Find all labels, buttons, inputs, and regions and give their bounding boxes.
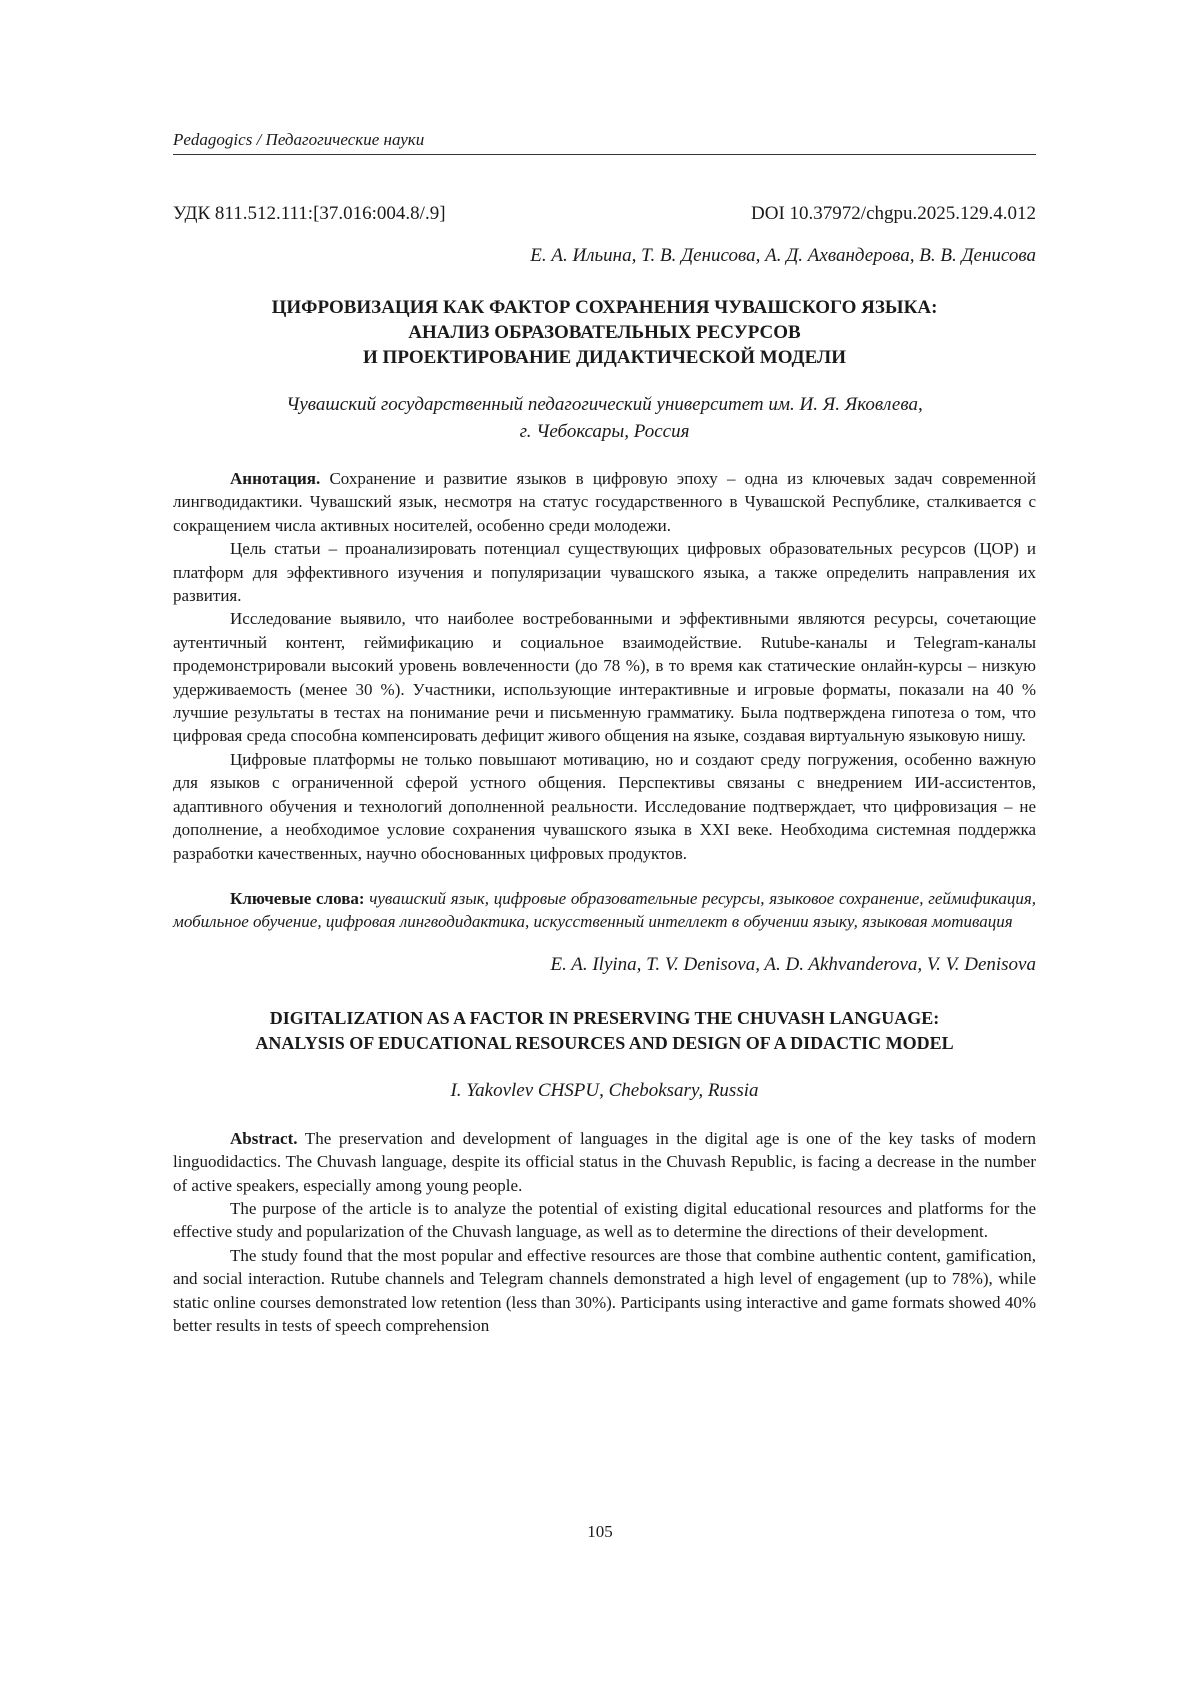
- page: [173, 130, 1036, 1337]
- udk-code: УДК 811.512.111:[37.016:004.8/.9]: [173, 203, 446, 224]
- affiliation-ru: [173, 391, 1036, 445]
- abstract-ru-label: Аннотация.: [230, 469, 321, 488]
- abstract-ru-paragraph: Исследование выявило, что наиболее востребованными и эффективными являются ресурсы, сочетающие аутентичный контент, геймификацию и социальное взаимодействие. Rutube-каналы и Telegram-каналы продемонстрировали высокий уровень вовлеченности (до 78 %), в то время как статические онлайн-курсы – низкую удерживаемость (менее 30 %). Участники, использующие интерактивные и игровые форматы, показали на 40 % лучшие результаты в тестах на понимание речи и письменную грамматику. Была подтверждена гипотеза о том, что цифровая среда способна компенсировать дефицит живого общения на языке, создавая виртуальную языковую нишу.: [173, 609, 1036, 746]
- article-identifiers: [173, 203, 1036, 225]
- abstract-en-paragraph: The purpose of the article is to analyze the potential of existing digital educational resources and platforms for the effective study and popularization of the Chuvash language, as well as to determine the directions of their development.: [173, 1198, 1036, 1242]
- keywords-ru: [173, 887, 1036, 934]
- keywords-text: чувашский язык, цифровые образовательные ресурсы, языковое сохранение, геймификация, мобильное обучение, цифровая лингводидактика, искусственный интеллект в обучении языку, языковая мотивация: [173, 888, 1037, 932]
- authors-ru: Е. А. Ильина, Т. В. Денисова, А. Д. Ахвандерова, В. В. Денисова: [530, 245, 1036, 266]
- title-ru: [173, 295, 1036, 370]
- abstract-en-paragraph: [173, 1127, 1036, 1197]
- title-ru-line: ЦИФРОВИЗАЦИЯ КАК ФАКТОР СОХРАНЕНИЯ ЧУВАШСКОГО ЯЗЫКА:: [271, 297, 938, 318]
- running-head: Pedagogics / Педагогические науки: [173, 130, 1036, 155]
- abstract-en-text: The preservation and development of languages in the digital age is one of the key tasks of modern linguodidactics. The Chuvash language, despite its official status in the Chuvash Republic, is facing a decrease in the number of active speakers, especially among young people.: [173, 1128, 1036, 1195]
- authors-en: E. A. Ilyina, T. V. Denisova, A. D. Akhvanderova, V. V. Denisova: [550, 953, 1036, 975]
- title-ru-line: И ПРОЕКТИРОВАНИЕ ДИДАКТИЧЕСКОЙ МОДЕЛИ: [363, 347, 846, 368]
- title-en: [173, 1006, 1036, 1056]
- affiliation-ru-line2: г. Чебоксары, Россия: [519, 421, 690, 442]
- keywords-label: Ключевые слова:: [230, 888, 365, 908]
- abstract-en-label: Abstract.: [230, 1128, 298, 1148]
- affiliation-en: I. Yakovlev CHSPU, Cheboksary, Russia: [450, 1079, 759, 1101]
- title-en-line: ANALYSIS OF EDUCATIONAL RESOURCES AND DESIGN OF A DIDACTIC MODEL: [255, 1032, 954, 1053]
- abstract-ru-text: Сохранение и развитие языков в цифровую эпоху – одна из ключевых задач современной лингводидактики. Чувашский язык, несмотря на статус государственного в Чувашской Республике, сталкивается с сокращением числа активных носителей, особенно среди молодежи.: [173, 469, 1037, 535]
- abstract-en: [173, 1127, 1036, 1338]
- abstract-en-paragraph: The study found that the most popular and effective resources are those that combine authentic content, gamification, and social interaction. Rutube channels and Telegram channels demonstrated a high level of engagement (up to 78%), while static online courses demonstrated low retention (less than 30%). Participants using interactive and game formats showed 40% better results in tests of speech comprehension: [173, 1245, 1036, 1335]
- page-number: 105: [587, 1522, 613, 1541]
- title-ru-line: АНАЛИЗ ОБРАЗОВАТЕЛЬНЫХ РЕСУРСОВ: [408, 322, 801, 343]
- abstract-ru-paragraph: Цель статьи – проанализировать потенциал существующих цифровых образовательных ресурсов (ЦОР) и платформ для эффективного изучения и популяризации чувашского языка, а также определить направления их развития.: [173, 539, 1036, 606]
- doi: DOI 10.37972/chgpu.2025.129.4.012: [751, 203, 1036, 224]
- title-en-line: DIGITALIZATION AS A FACTOR IN PRESERVING THE CHUVASH LANGUAGE:: [269, 1007, 940, 1028]
- abstract-ru-paragraph: Цифровые платформы не только повышают мотивацию, но и создают среду погружения, особенно важную для языков с ограниченной сферой устного общения. Перспективы связаны с внедрением ИИ-ассистентов, адаптивного обучения и технологий дополненной реальности. Исследование подтверждает, что цифровизация – не дополнение, а необходимое условие сохранения чувашского языка в XXI веке. Необходима системная поддержка разработки качественных, научно обоснованных цифровых продуктов.: [173, 749, 1036, 863]
- abstract-ru-paragraph: [173, 467, 1036, 537]
- affiliation-ru-line1: Чувашский государственный педагогический университет им. И. Я. Яковлева,: [286, 394, 923, 415]
- abstract-ru: [173, 467, 1036, 865]
